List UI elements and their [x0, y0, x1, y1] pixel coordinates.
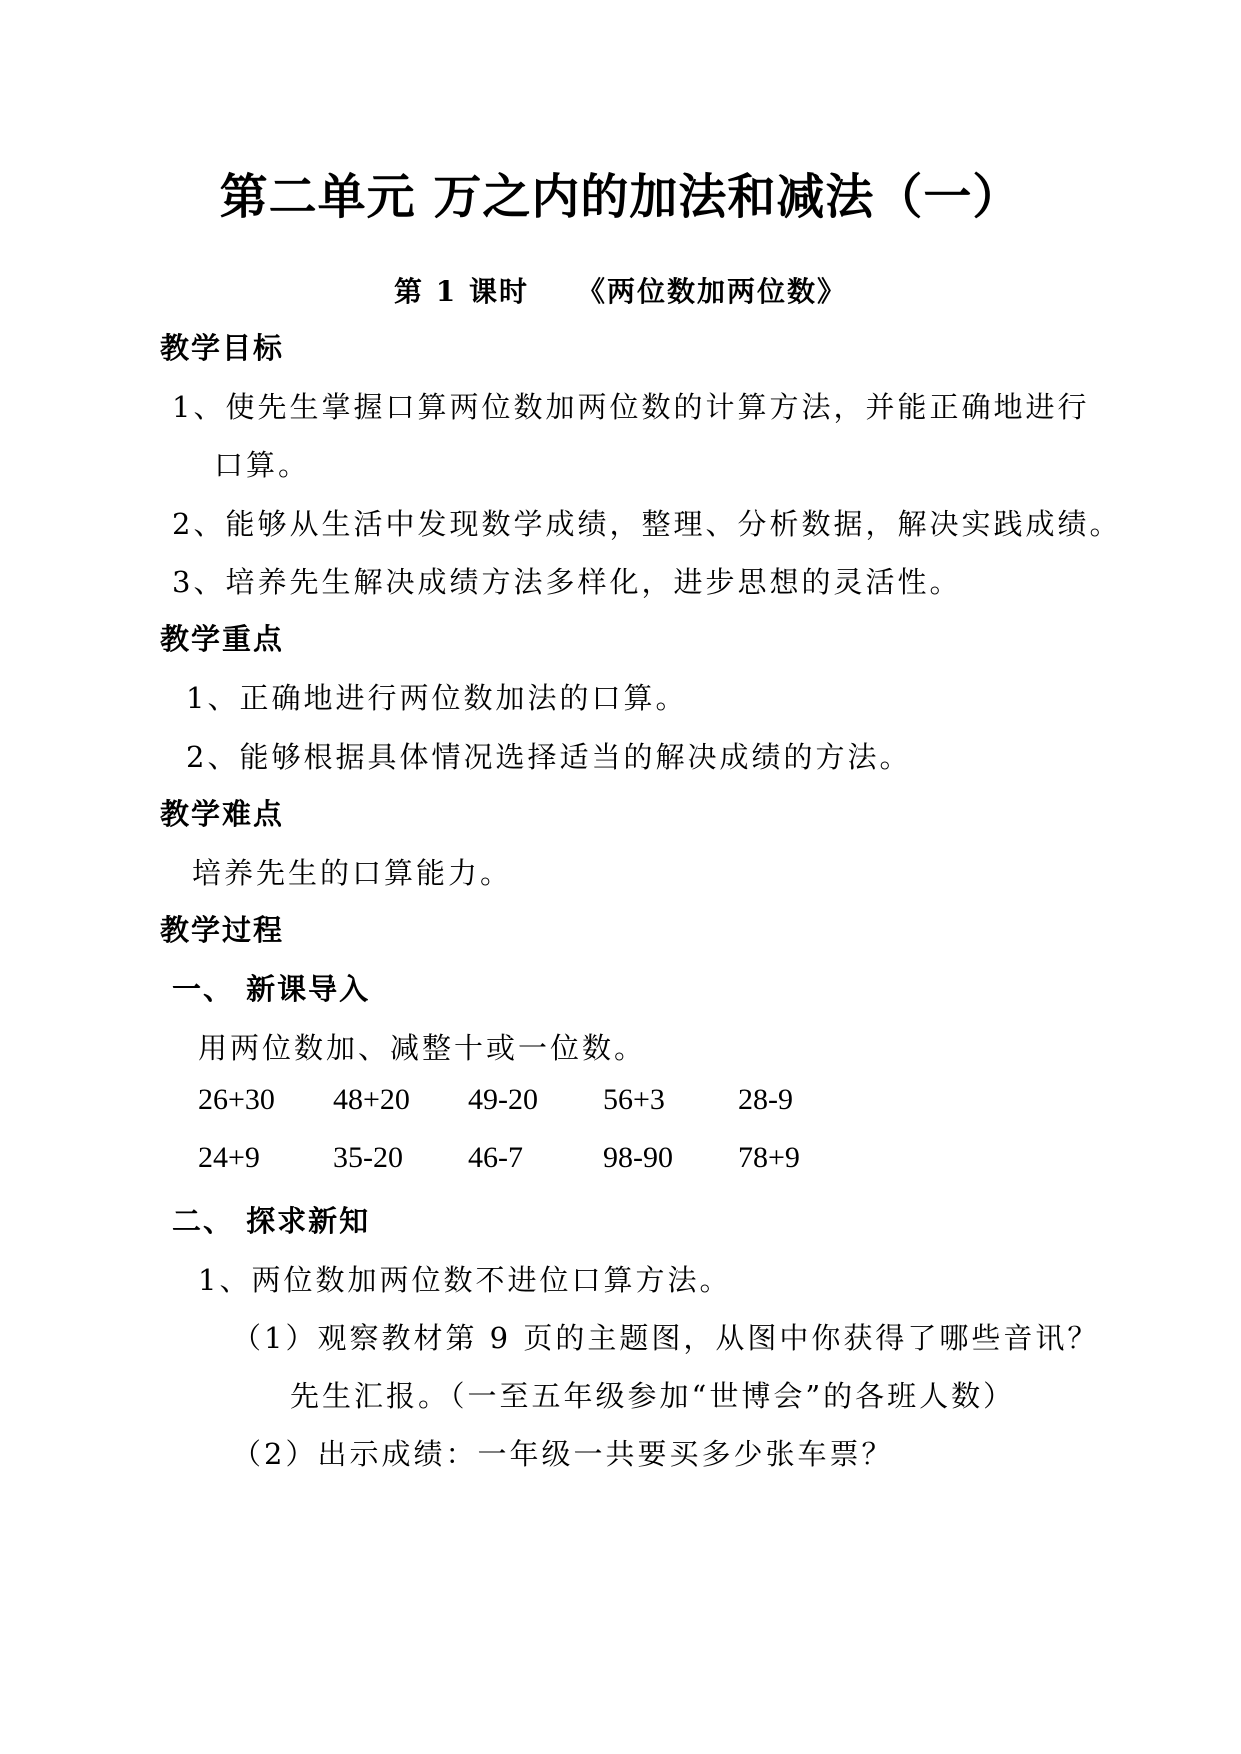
key-points-heading: 教学重点 — [160, 622, 285, 656]
section-2-item-1: 1、两位数加两位数不进位口算方法。 — [198, 1263, 732, 1297]
exercise-expression: 78+9 — [738, 1141, 800, 1174]
lesson-subtitle — [0, 270, 1241, 310]
exercise-expression: 26+30 — [198, 1083, 275, 1116]
section-2-heading — [172, 1199, 370, 1240]
exercise-expression: 35-20 — [333, 1141, 403, 1174]
objective-item-1 — [172, 385, 1089, 426]
section-1-heading — [172, 967, 370, 1008]
objective-item-3 — [172, 560, 961, 601]
exercise-expression: 24+9 — [198, 1141, 260, 1174]
section-1-intro: 用两位数加、减整十或一位数。 — [198, 1031, 647, 1065]
exercise-expression: 46-7 — [468, 1141, 523, 1174]
objective-1-text: 使先生掌握口算两位数加两位数的计算方法，并能正确地进行 — [225, 390, 1090, 424]
key-point-1-text: 正确地进行两位数加法的口算。 — [239, 681, 688, 715]
process-heading: 教学过程 — [160, 913, 285, 947]
step-2-number: （2） — [232, 1437, 318, 1471]
difficulties-text: 培养先生的口算能力。 — [192, 856, 513, 890]
objectives-heading: 教学目标 — [160, 331, 285, 365]
exercise-expression: 56+3 — [603, 1083, 665, 1116]
exercise-expression: 28-9 — [738, 1083, 793, 1116]
step-2 — [232, 1432, 893, 1473]
step-2-text: 出示成绩：一年级一共要买多少张车票？ — [317, 1437, 894, 1471]
objective-1-number: 1、 — [172, 390, 226, 424]
key-point-item-2 — [186, 735, 911, 776]
section-1-title: 新课导入 — [246, 972, 371, 1006]
section-2-number: 二、 — [172, 1204, 235, 1238]
key-point-item-1 — [186, 676, 687, 717]
step-1-text: 观察教材第 9 页的主题图，从图中你获得了哪些音讯？ — [317, 1321, 1100, 1355]
objective-3-text: 培养先生解决成绩方法多样化，进步思想的灵活性。 — [225, 565, 962, 599]
exercise-expression: 48+20 — [333, 1083, 410, 1116]
key-point-2-number: 2、 — [186, 740, 240, 774]
lesson-number: 第 1 课时 — [394, 275, 529, 308]
objective-2-text: 能够从生活中发现数学成绩，整理、分析数据，解决实践成绩。 — [225, 507, 1122, 541]
step-1 — [232, 1316, 1099, 1357]
key-point-1-number: 1、 — [186, 681, 240, 715]
exercise-expression: 49-20 — [468, 1083, 538, 1116]
step-1-continuation: 先生汇报。（一至五年级参加“世博会”的各班人数） — [290, 1379, 1016, 1413]
section-1-number: 一、 — [172, 972, 235, 1006]
difficulties-heading: 教学难点 — [160, 797, 285, 831]
exercise-expression: 98-90 — [603, 1141, 673, 1174]
objective-item-2 — [172, 502, 1121, 543]
step-1-number: （1） — [232, 1321, 318, 1355]
objective-1-continuation: 口算。 — [214, 448, 311, 482]
section-2-title: 探求新知 — [246, 1204, 371, 1238]
objective-2-number: 2、 — [172, 507, 226, 541]
key-point-2-text: 能够根据具体情况选择适当的解决成绩的方法。 — [239, 740, 912, 774]
objective-3-number: 3、 — [172, 565, 226, 599]
page-title: 第二单元 万之内的加法和减法（一） — [219, 169, 1022, 225]
lesson-topic: 《两位数加两位数》 — [576, 275, 847, 308]
